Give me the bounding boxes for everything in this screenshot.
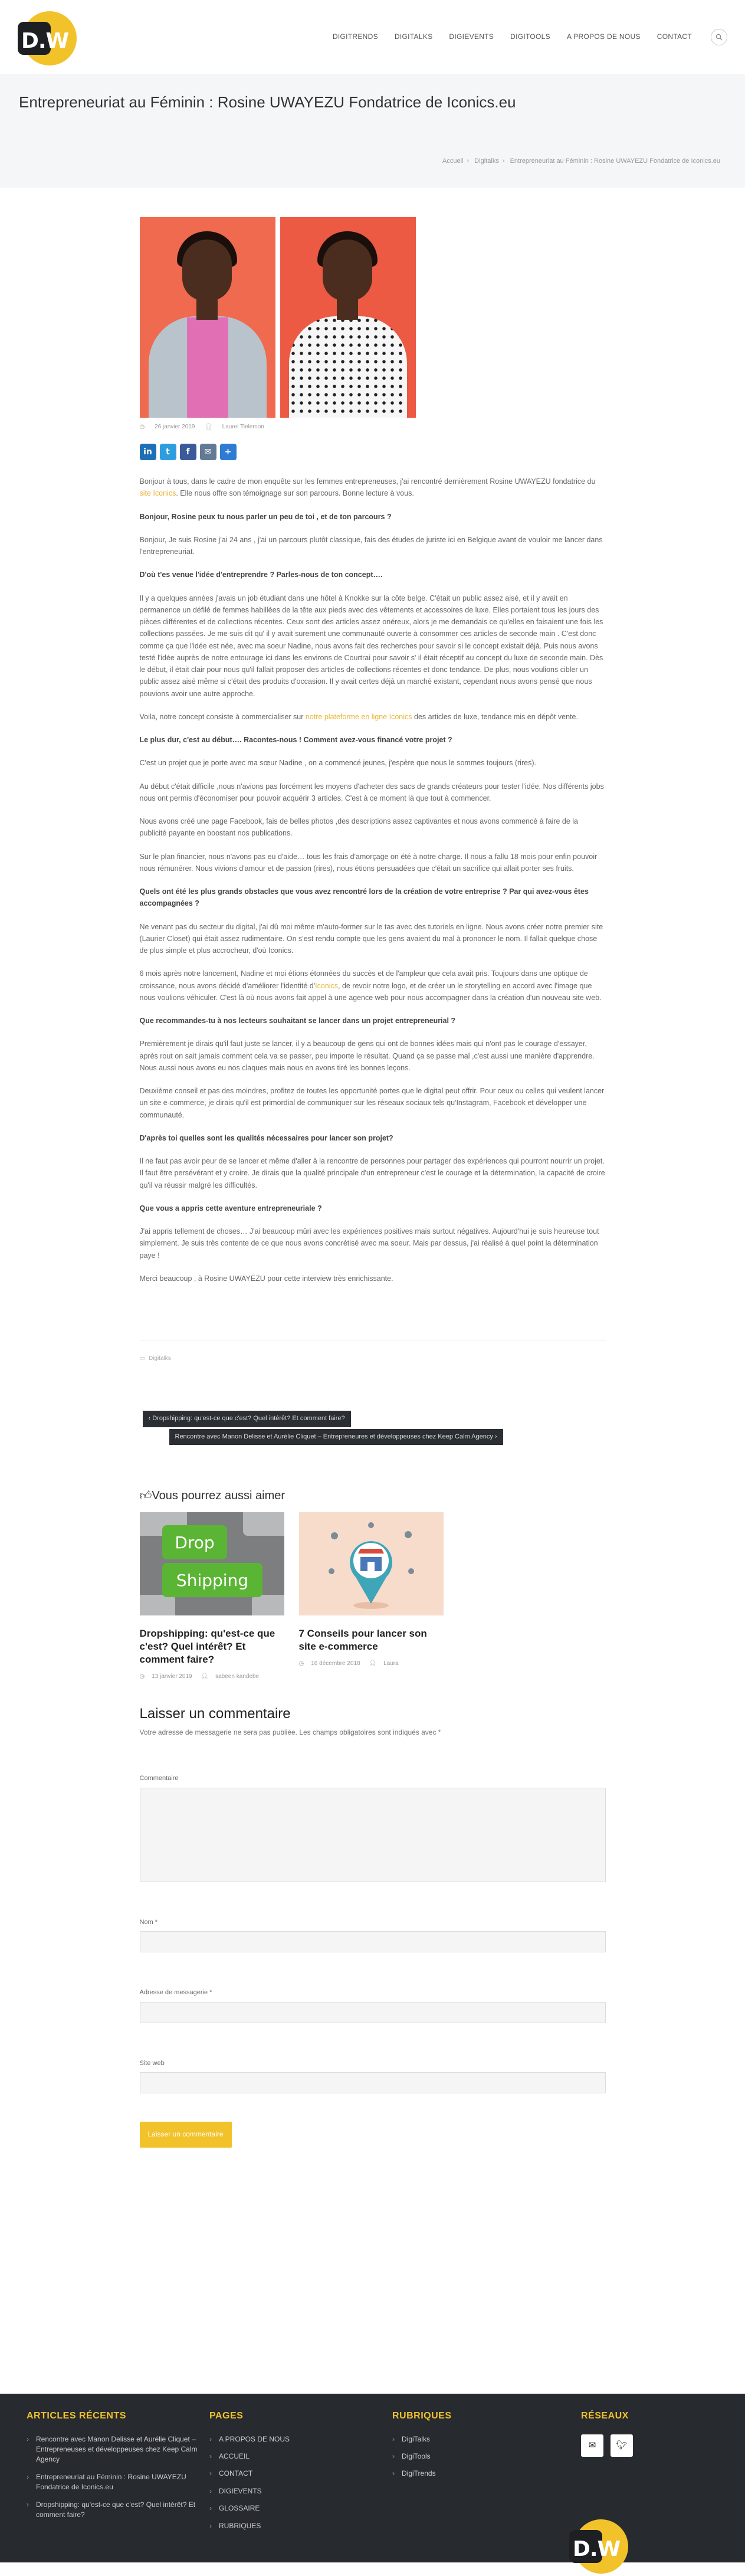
paragraph: 6 mois après notre lancement, Nadine et moi étions étonnées du succès et de l'ampleur que cela avait pris. Toujours dans une optique de croissance, nous avons décidé d'améliorer l'identité d'Iconics, de revoir notre logo, et de créer un le storytelling en accord avec l'image que nous voulions véhiculer. C'est là où nous avons fait appel à une agence web pour nous accompagner dans la création d'un nouveau site web.: [139, 969, 602, 1002]
mail-icon: ✉: [588, 2440, 596, 2450]
breadcrumb: Accueil › Digitalks › Entrepreneuriat au Féminin : Rosine UWAYEZU Fondatrice de Iconics.eu: [442, 158, 720, 165]
footer-heading: RÉSEAUX: [581, 2411, 629, 2421]
clock-icon: ◷: [139, 1673, 145, 1680]
related-title: 👍︎Vous pourrez aussi aimer: [139, 1489, 285, 1503]
card-date: 16 décembre 2018: [311, 1660, 360, 1667]
website-input[interactable]: [140, 2072, 606, 2093]
paragraph: C'est un projet que je porte avec ma sœur Nadine , on a commencé jeunes, j'espère que nous le sommes toujours (rires).: [139, 759, 536, 768]
paragraph: Voila, notre concept consiste à commercialiser sur notre plateforme en ligne Iconics des articles de luxe, tendance mis en dépôt vente.: [139, 712, 578, 721]
footer-heading: PAGES: [209, 2411, 244, 2421]
featured-image: [140, 217, 606, 418]
footer-pages: [209, 2408, 357, 2538]
card-author[interactable]: Laura: [383, 1660, 399, 1667]
footer-page-link[interactable]: › GLOSSAIRE: [209, 2503, 357, 2513]
comment-form: [140, 1703, 606, 2147]
paragraph: Premièrement je dirais qu'il faut juste se lancer, il y a beaucoup de gens qui ont de bonnes idées mais qui n'ont pas le courage d'essayer, après rout on sait jamais comment cela va se passer, peu importe le résultat. Quand ça se passe mal ,c'est aussi une manière d'apprendre. Nous aussi nous avons eu nos claques mais nous en avons tiré les bonnes leçons.: [139, 1040, 595, 1072]
iconics-link-2[interactable]: Iconics: [315, 981, 339, 990]
related-posts: [140, 1486, 606, 1682]
page-title-bar: [0, 74, 745, 188]
related-card[interactable]: [140, 1512, 284, 1682]
breadcrumb-home[interactable]: Accueil: [442, 158, 464, 165]
svg-text:Drop: Drop: [174, 1533, 215, 1553]
comment-textarea[interactable]: [140, 1788, 606, 1882]
card-date: 13 janvier 2019: [152, 1673, 192, 1680]
footer-article-link[interactable]: › Entrepreneuriat au Féminin : Rosine UWAYEZU Fondatrice de Iconics.eu: [27, 2472, 198, 2493]
page-title: Entrepreneuriat au Féminin : Rosine UWAYEZU Fondatrice de Iconics.eu: [19, 93, 516, 111]
name-input[interactable]: [140, 1931, 606, 1952]
paragraph: Sur le plan financier, nous n'avons pas eu d'aide… tous les frais d'amorçage on été à notre charge. Il nous a fallu 18 mois pour enfin pouvoir nous rémunérer. Nous vivions d'amour et de passion (rires), nous étions persuadées que c'était un sacrifice qui allait porter ses fruits.: [139, 852, 598, 873]
footer-rubrique-link[interactable]: › DigiTrends: [392, 2469, 540, 2479]
paragraph: Il ne faut pas avoir peur de se lancer et même d'aller à la rencontre de personnes pour partager des expériences qui pourront nourrir un projet. Il faut être persévérant et y croire. Je dirais que la qualité principale d'un entrepreneur c'est le courage et la détermination, la capacité de croire qu'il va réussir malgré les difficultés.: [139, 1157, 605, 1189]
main-content: [140, 188, 606, 2148]
post-navigation: [140, 1411, 606, 1445]
next-post-link[interactable]: Rencontre avec Manon Delisse et Aurélie Cliquet – Entrepreneures et développeuses chez Keep Calm Agency ›: [169, 1429, 503, 1446]
related-card[interactable]: [299, 1512, 444, 1682]
question: Que recommandes-tu à nos lecteurs souhaitant se lancer dans un projet entrepreneurial ?: [139, 1017, 456, 1025]
nav-digievents[interactable]: DIGIEVENTS: [449, 32, 494, 41]
footer-rubrique-link[interactable]: › DigiTalks: [392, 2434, 540, 2444]
breadcrumb-category[interactable]: Digitalks: [474, 158, 499, 165]
breadcrumb-current: Entrepreneuriat au Féminin : Rosine UWAYEZU Fondatrice de Iconics.eu: [510, 158, 720, 165]
site-logo[interactable]: D.W: [18, 6, 79, 68]
paragraph: Bonjour à tous, dans le cadre de mon enquête sur les femmes entrepreneuses, j'ai rencontré dernièrement Rosine UWAYEZU fondatrice du site Iconics. Elle nous offre son témoignage sur son parcours. Bonne lecture à vous.: [139, 477, 596, 498]
post-meta: [140, 422, 606, 432]
footer-page-link[interactable]: › ACCUEIL: [209, 2452, 357, 2462]
svg-text:Shipping: Shipping: [176, 1571, 248, 1591]
paragraph: Au début c'était difficile ,nous n'avions pas forcément les moyens d'acheter des sacs de grands créateurs pour tester l'idée. Nos différents jobs nous ont permis d'économiser pour pouvoir acquérir 3 articles. C'est à ce moment là que tout à commencer.: [139, 782, 604, 802]
iconics-platform-link[interactable]: notre plateforme en ligne Iconics: [305, 712, 412, 721]
footer-rubrique-link[interactable]: › DigiTools: [392, 2452, 540, 2462]
footer-page-link[interactable]: › A PROPOS DE NOUS: [209, 2434, 357, 2444]
footer-page-link[interactable]: › CONTACT: [209, 2469, 357, 2479]
footer-heading: ARTICLES RÉCENTS: [27, 2411, 126, 2421]
main-nav: [324, 29, 727, 45]
nav-digitalks[interactable]: DIGITALKS: [394, 32, 433, 41]
share-buttons: [140, 444, 606, 460]
footer-rubriques: [392, 2408, 540, 2486]
clock-icon: ◷: [298, 1660, 304, 1667]
post-tags: [140, 1341, 606, 1364]
tag-link[interactable]: Digitalks: [148, 1355, 171, 1362]
footer-recent-articles: [27, 2408, 198, 2527]
footer-heading: RUBRIQUES: [392, 2411, 452, 2421]
email-label: Adresse de messagerie *: [139, 1989, 212, 1997]
email-share-button[interactable]: ✉: [200, 444, 216, 460]
footer-page-link[interactable]: › RUBRIQUES: [209, 2521, 357, 2531]
iconics-link[interactable]: site Iconics: [139, 489, 176, 498]
paragraph: Bonjour, Je suis Rosine j'ai 24 ans , j'ai un parcours plutôt classique, fais des études de juriste ici en Belgique avant de vouloir me lancer dans l'entrepreneuriat.: [139, 535, 603, 556]
post-author[interactable]: Laurel Tielemon: [222, 424, 264, 430]
nav-digitools[interactable]: DIGITOOLS: [510, 32, 550, 41]
footer-article-link[interactable]: › Dropshipping: qu'est-ce que c'est? Quel intérêt? Et comment faire?: [27, 2500, 198, 2521]
paragraph: Ne venant pas du secteur du digital, j'ai dû moi même m'auto-former sur le tas avec des tutoriels en ligne. Nous avons créer notre premier site (Laurier Closet) qui était assez rudimentaire. On s'est rendu compte que les gens avaient du mal à prononcer le nom. Il fallait quelque chose de plus simple et plus accrocheur, d'où Iconics.: [139, 922, 603, 955]
user-icon: 👤︎: [205, 424, 212, 430]
twitter-social-button[interactable]: [611, 2434, 633, 2457]
dropshipping-image[interactable]: [140, 1512, 284, 1615]
question: D'après toi quelles sont les qualités nécessaires pour lancer son projet?: [139, 1133, 393, 1142]
comment-form-note: Votre adresse de messagerie ne sera pas publiée. Les champs obligatoires sont indiqués avec *: [139, 1728, 441, 1736]
search-icon: [716, 34, 723, 41]
related-card-title[interactable]: 7 Conseils pour lancer son site e-commerce: [298, 1628, 427, 1653]
footer-page-link[interactable]: › DIGIEVENTS: [209, 2486, 357, 2496]
site-header: [0, 0, 745, 74]
nav-digitrends[interactable]: DIGITRENDS: [332, 32, 378, 41]
folder-icon: ▭: [139, 1355, 145, 1362]
thumbs-up-icon: 👍︎: [139, 1489, 152, 1503]
ecommerce-image[interactable]: [299, 1512, 444, 1615]
question: Quels ont été les plus grands obstacles que vous avez rencontré lors de la création de votre entreprise ? Par qui avez-vous êtes accompagnées ?: [139, 887, 589, 908]
footer-article-link[interactable]: › Rencontre avec Manon Delisse et Aurélie Cliquet – Entrepreneuses et développeuses chez Keep Calm Agency: [27, 2434, 198, 2465]
twitter-icon: 🐦︎: [616, 2440, 628, 2450]
post-date: 26 janvier 2019: [155, 424, 195, 430]
portrait-photo-2: [280, 217, 416, 418]
website-label: Site web: [139, 2059, 165, 2067]
paragraph: J'ai appris tellement de choses… J'ai beaucoup mûri avec les expériences positives mais surtout négatives. Aujourd'hui je suis heureuse tout simplement. Je suis très contente de ce que nous avons concrétisé avec ma soeur. Mais par dessus, j'ai réalisé à quel point la détermination paye !: [139, 1227, 599, 1260]
more-share-button[interactable]: +: [220, 444, 237, 460]
question: Que vous a appris cette aventure entrepreneuriale ?: [139, 1204, 322, 1212]
question: Le plus dur, c'est au début…. Racontes-nous ! Comment avez-vous financé votre projet ?: [139, 736, 452, 744]
name-label: Nom *: [139, 1918, 158, 1926]
footer-logo[interactable]: D.W: [569, 2515, 631, 2576]
linkedin-share-button[interactable]: in: [140, 444, 156, 460]
user-icon: 👤︎: [369, 1660, 377, 1667]
comment-label: Commentaire: [139, 1775, 179, 1782]
related-card-title[interactable]: Dropshipping: qu'est-ce que c'est? Quel intérêt? Et comment faire?: [139, 1628, 275, 1666]
portrait-photo-1: [140, 217, 275, 418]
facebook-share-button[interactable]: f: [180, 444, 196, 460]
user-icon: 👤︎: [201, 1673, 209, 1680]
question: D'où t'es venue l'idée d'entreprendre ? Parles-nous de ton concept….: [139, 571, 383, 579]
search-button[interactable]: [711, 29, 727, 45]
question: Bonjour, Rosine peux tu nous parler un peu de toi , et de ton parcours ?: [139, 512, 392, 521]
footer-social: [581, 2408, 699, 2457]
article-body: [140, 476, 606, 1284]
nav-contact[interactable]: CONTACT: [657, 32, 692, 41]
nav-a-propos[interactable]: A PROPOS DE NOUS: [566, 32, 641, 41]
site-footer: [0, 2394, 745, 2562]
email-input[interactable]: [140, 2002, 606, 2023]
paragraph: Deuxième conseil et pas des moindres, profitez de toutes les opportunité portes que le digital peut offrir. Pour ceux ou celles qui veulent lancer un site e-commerce, je dirais qu'il est primordial de communiquer sur les réseaux sociaux tels qu'Instagram, Facebook et développer une communauté.: [139, 1087, 605, 1119]
previous-post-link[interactable]: ‹ Dropshipping: qu'est-ce que c'est? Quel intérêt? Et comment faire?: [143, 1411, 351, 1427]
paragraph: Merci beaucoup , à Rosine UWAYEZU pour cette interview très enrichissante.: [139, 1274, 393, 1283]
submit-comment-button[interactable]: Laisser un commentaire: [140, 2122, 232, 2147]
email-social-button[interactable]: [581, 2434, 603, 2457]
paragraph: Nous avons créé une page Facebook, fais de belles photos ,des descriptions assez captivantes et nous avons commencé à faire de la publicité payante en boostant nos publications.: [139, 817, 578, 838]
comment-form-title: Laisser un commentaire: [139, 1706, 291, 1722]
card-author[interactable]: sabeen kandebe: [215, 1673, 260, 1680]
clock-icon: ◷: [139, 424, 145, 430]
twitter-share-button[interactable]: t: [160, 444, 176, 460]
paragraph: Il y a quelques années j'avais un job étudiant dans une hôtel à Knokke sur la côte belge. C'était un public assez aisé, et il y avait en permanence un défilé de femmes habillées de la tête aux pieds avec des vêtements et accessoires de luxe. Elles portaient tous les jours des pièces différentes et de collections récentes. Ceux sont des articles assez onéreux, alors je me demandais ce qu'elles en faisaient une fois les collections passées. Je me suis dit qu' il y avait surement une communauté ouverte à consommer ces articles de seconde main . C'est donc comme ça que l'idée est née, avec ma soeur Nadine, nous avons fait des recherches pour savoir si le concept existait déjà. Puis nous avons testé l'idée auprès de notre entourage ici dans les environs de Courtrai pour savoir s' il était réceptif au concept du luxe de seconde main. Dès le début, il était clair pour nous qu'il fallait proposer des articles de collections récentes et donc tendance. De plus, nous voulions cibler un public assez aisé même si c'était des produits d'occasion. Il y avait certes déjà un marché existant, cependant nous avons pensé que nous pouvions avoir une autre approche.: [139, 594, 603, 698]
